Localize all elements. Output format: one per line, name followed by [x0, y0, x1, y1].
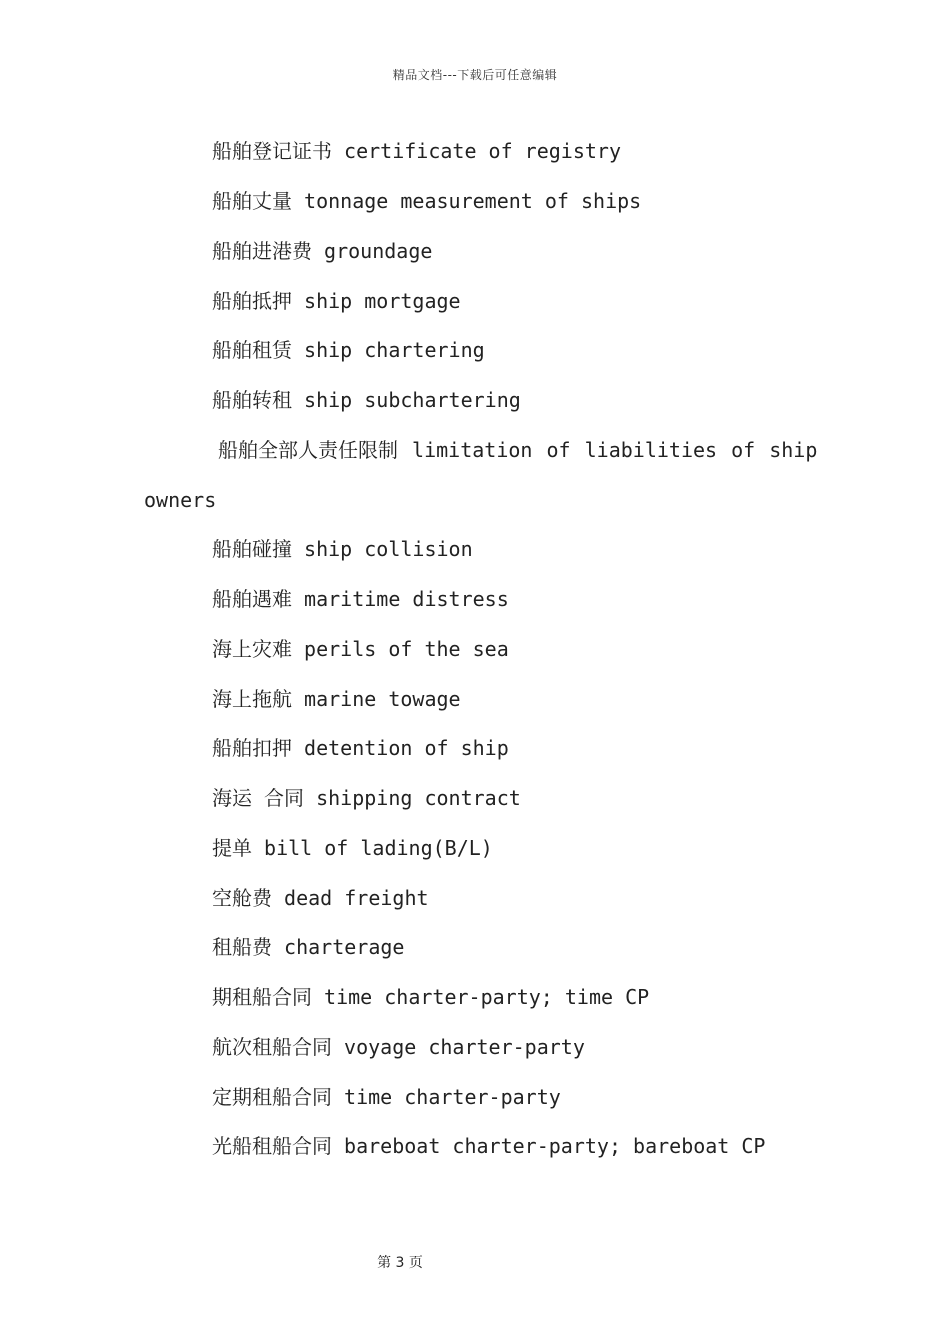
glossary-entry: 船舶遇难 maritime distress [212, 587, 509, 611]
glossary-entry: 船舶租赁 ship chartering [212, 338, 485, 362]
glossary-entry: 航次租船合同 voyage charter-party [212, 1035, 585, 1059]
glossary-entry: 船舶扣押 detention of ship [212, 736, 509, 760]
glossary-entry: 租船费 charterage [212, 935, 405, 959]
glossary-entry: 船舶全部人责任限制 limitation of liabilities of ship [218, 438, 818, 462]
glossary-entry: 船舶碰撞 ship collision [212, 537, 473, 561]
glossary-entry: 船舶丈量 tonnage measurement of ships [212, 189, 642, 213]
page-header: 精品文档---下载后可任意编辑 [392, 68, 558, 82]
glossary-entry: 船舶转租 ship subchartering [212, 388, 521, 412]
glossary-entry: 船舶登记证书 certificate of registry [212, 139, 621, 163]
glossary-entry: 海上灾难 perils of the sea [212, 637, 509, 661]
glossary-entry: 提单 bill of lading(B/L) [212, 836, 493, 860]
glossary-entry: 船舶抵押 ship mortgage [212, 289, 461, 313]
glossary-entry: 期租船合同 time charter-party; time CP [212, 985, 650, 1009]
glossary-entry: 空舱费 dead freight [212, 886, 429, 910]
glossary-entry: 定期租船合同 time charter-party [212, 1085, 561, 1109]
page-number: 第 3 页 [377, 1255, 423, 1271]
glossary-entry: 海运 合同 shipping contract [212, 786, 521, 810]
glossary-entry-continuation: owners [144, 488, 217, 512]
glossary-entry: 海上拖航 marine towage [212, 687, 461, 711]
glossary-entry: 光船租船合同 bareboat charter-party; bareboat CP [212, 1134, 766, 1158]
glossary-entry: 船舶进港费 groundage [212, 239, 433, 263]
